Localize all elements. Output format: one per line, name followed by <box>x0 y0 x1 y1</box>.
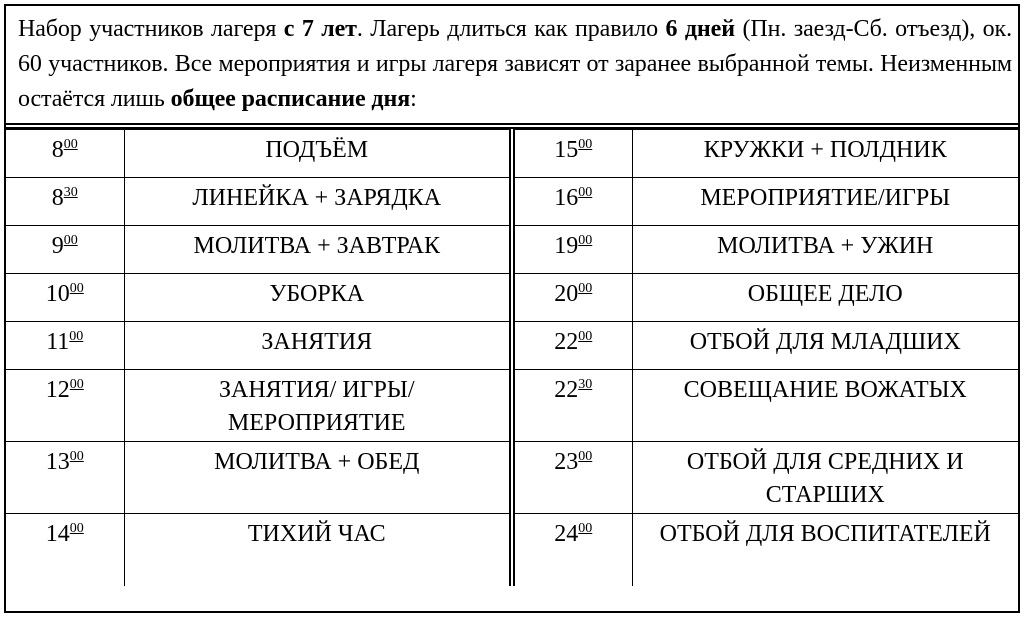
activity-cell-left: УБОРКА <box>124 274 512 322</box>
intro-text-1: Набор участников лагеря <box>18 16 284 42</box>
intro-bold-age: с 7 лет <box>283 16 357 42</box>
activity-cell-left: ПОДЪЁМ <box>124 130 512 178</box>
activity-cell-right: СОВЕЩАНИЕ ВОЖАТЫХ <box>632 370 1018 442</box>
activity-cell-left: ЛИНЕЙКА + ЗАРЯДКА <box>124 178 512 226</box>
time-cell-left: $9^{00}$ <box>6 226 124 274</box>
camp-info-document <box>4 4 1020 613</box>
activity-cell-right: ОТБОЙ ДЛЯ МЛАДШИХ <box>632 322 1018 370</box>
schedule-row <box>6 322 1018 370</box>
activity-cell-left: ТИХИЙ ЧАС <box>124 514 512 586</box>
time-cell-right: $16^{00}$ <box>512 178 632 226</box>
time-cell-left: $8^{00}$ <box>6 130 124 178</box>
activity-cell-right: МЕРОПРИЯТИЕ/ИГРЫ <box>632 178 1018 226</box>
intro-bold-schedule: общее расписание дня <box>170 86 411 112</box>
time-cell-right: $22^{30}$ <box>512 370 632 442</box>
activity-cell-right: ОТБОЙ ДЛЯ СРЕДНИХ И СТАРШИХ <box>632 442 1018 514</box>
activity-cell-left: МОЛИТВА + ОБЕД <box>124 442 512 514</box>
time-cell-left: $13^{00}$ <box>6 442 124 514</box>
intro-text-3: (Пн. заезд-Сб. отъезд), ок. 60 участников. Все мероприятия и игры лагеря зависят от заранее выбранной темы. Неизменным остаётся лишь <box>18 16 1013 112</box>
schedule-row <box>6 370 1018 442</box>
schedule-row <box>6 130 1018 178</box>
schedule-row <box>6 442 1018 514</box>
time-cell-left: $11^{00}$ <box>6 322 124 370</box>
activity-cell-left: МОЛИТВА + ЗАВТРАК <box>124 226 512 274</box>
intro-text-4: : <box>410 86 417 112</box>
time-cell-right: $22^{00}$ <box>512 322 632 370</box>
time-cell-right: $15^{00}$ <box>512 130 632 178</box>
activity-cell-right: МОЛИТВА + УЖИН <box>632 226 1018 274</box>
intro-bold-days: 6 дней <box>665 16 735 42</box>
schedule-row <box>6 514 1018 586</box>
intro-paragraph <box>6 6 1018 123</box>
daily-schedule-table <box>6 129 1018 586</box>
intro-text-2: . Лагерь длиться как правило <box>356 16 666 42</box>
time-cell-left: $12^{00}$ <box>6 370 124 442</box>
activity-cell-left: ЗАНЯТИЯ/ ИГРЫ/ МЕРОПРИЯТИЕ <box>124 370 512 442</box>
schedule-row <box>6 226 1018 274</box>
time-cell-right: $19^{00}$ <box>512 226 632 274</box>
activity-cell-left: ЗАНЯТИЯ <box>124 322 512 370</box>
activity-cell-right: КРУЖКИ + ПОЛДНИК <box>632 130 1018 178</box>
time-cell-left: $8^{30}$ <box>6 178 124 226</box>
activity-cell-right: ОТБОЙ ДЛЯ ВОСПИТАТЕЛЕЙ <box>632 514 1018 586</box>
time-cell-left: $14^{00}$ <box>6 514 124 586</box>
schedule-row <box>6 274 1018 322</box>
schedule-row <box>6 178 1018 226</box>
time-cell-left: $10^{00}$ <box>6 274 124 322</box>
time-cell-right: $23^{00}$ <box>512 442 632 514</box>
time-cell-right: $20^{00}$ <box>512 274 632 322</box>
time-cell-right: $24^{00}$ <box>512 514 632 586</box>
activity-cell-right: ОБЩЕЕ ДЕЛО <box>632 274 1018 322</box>
